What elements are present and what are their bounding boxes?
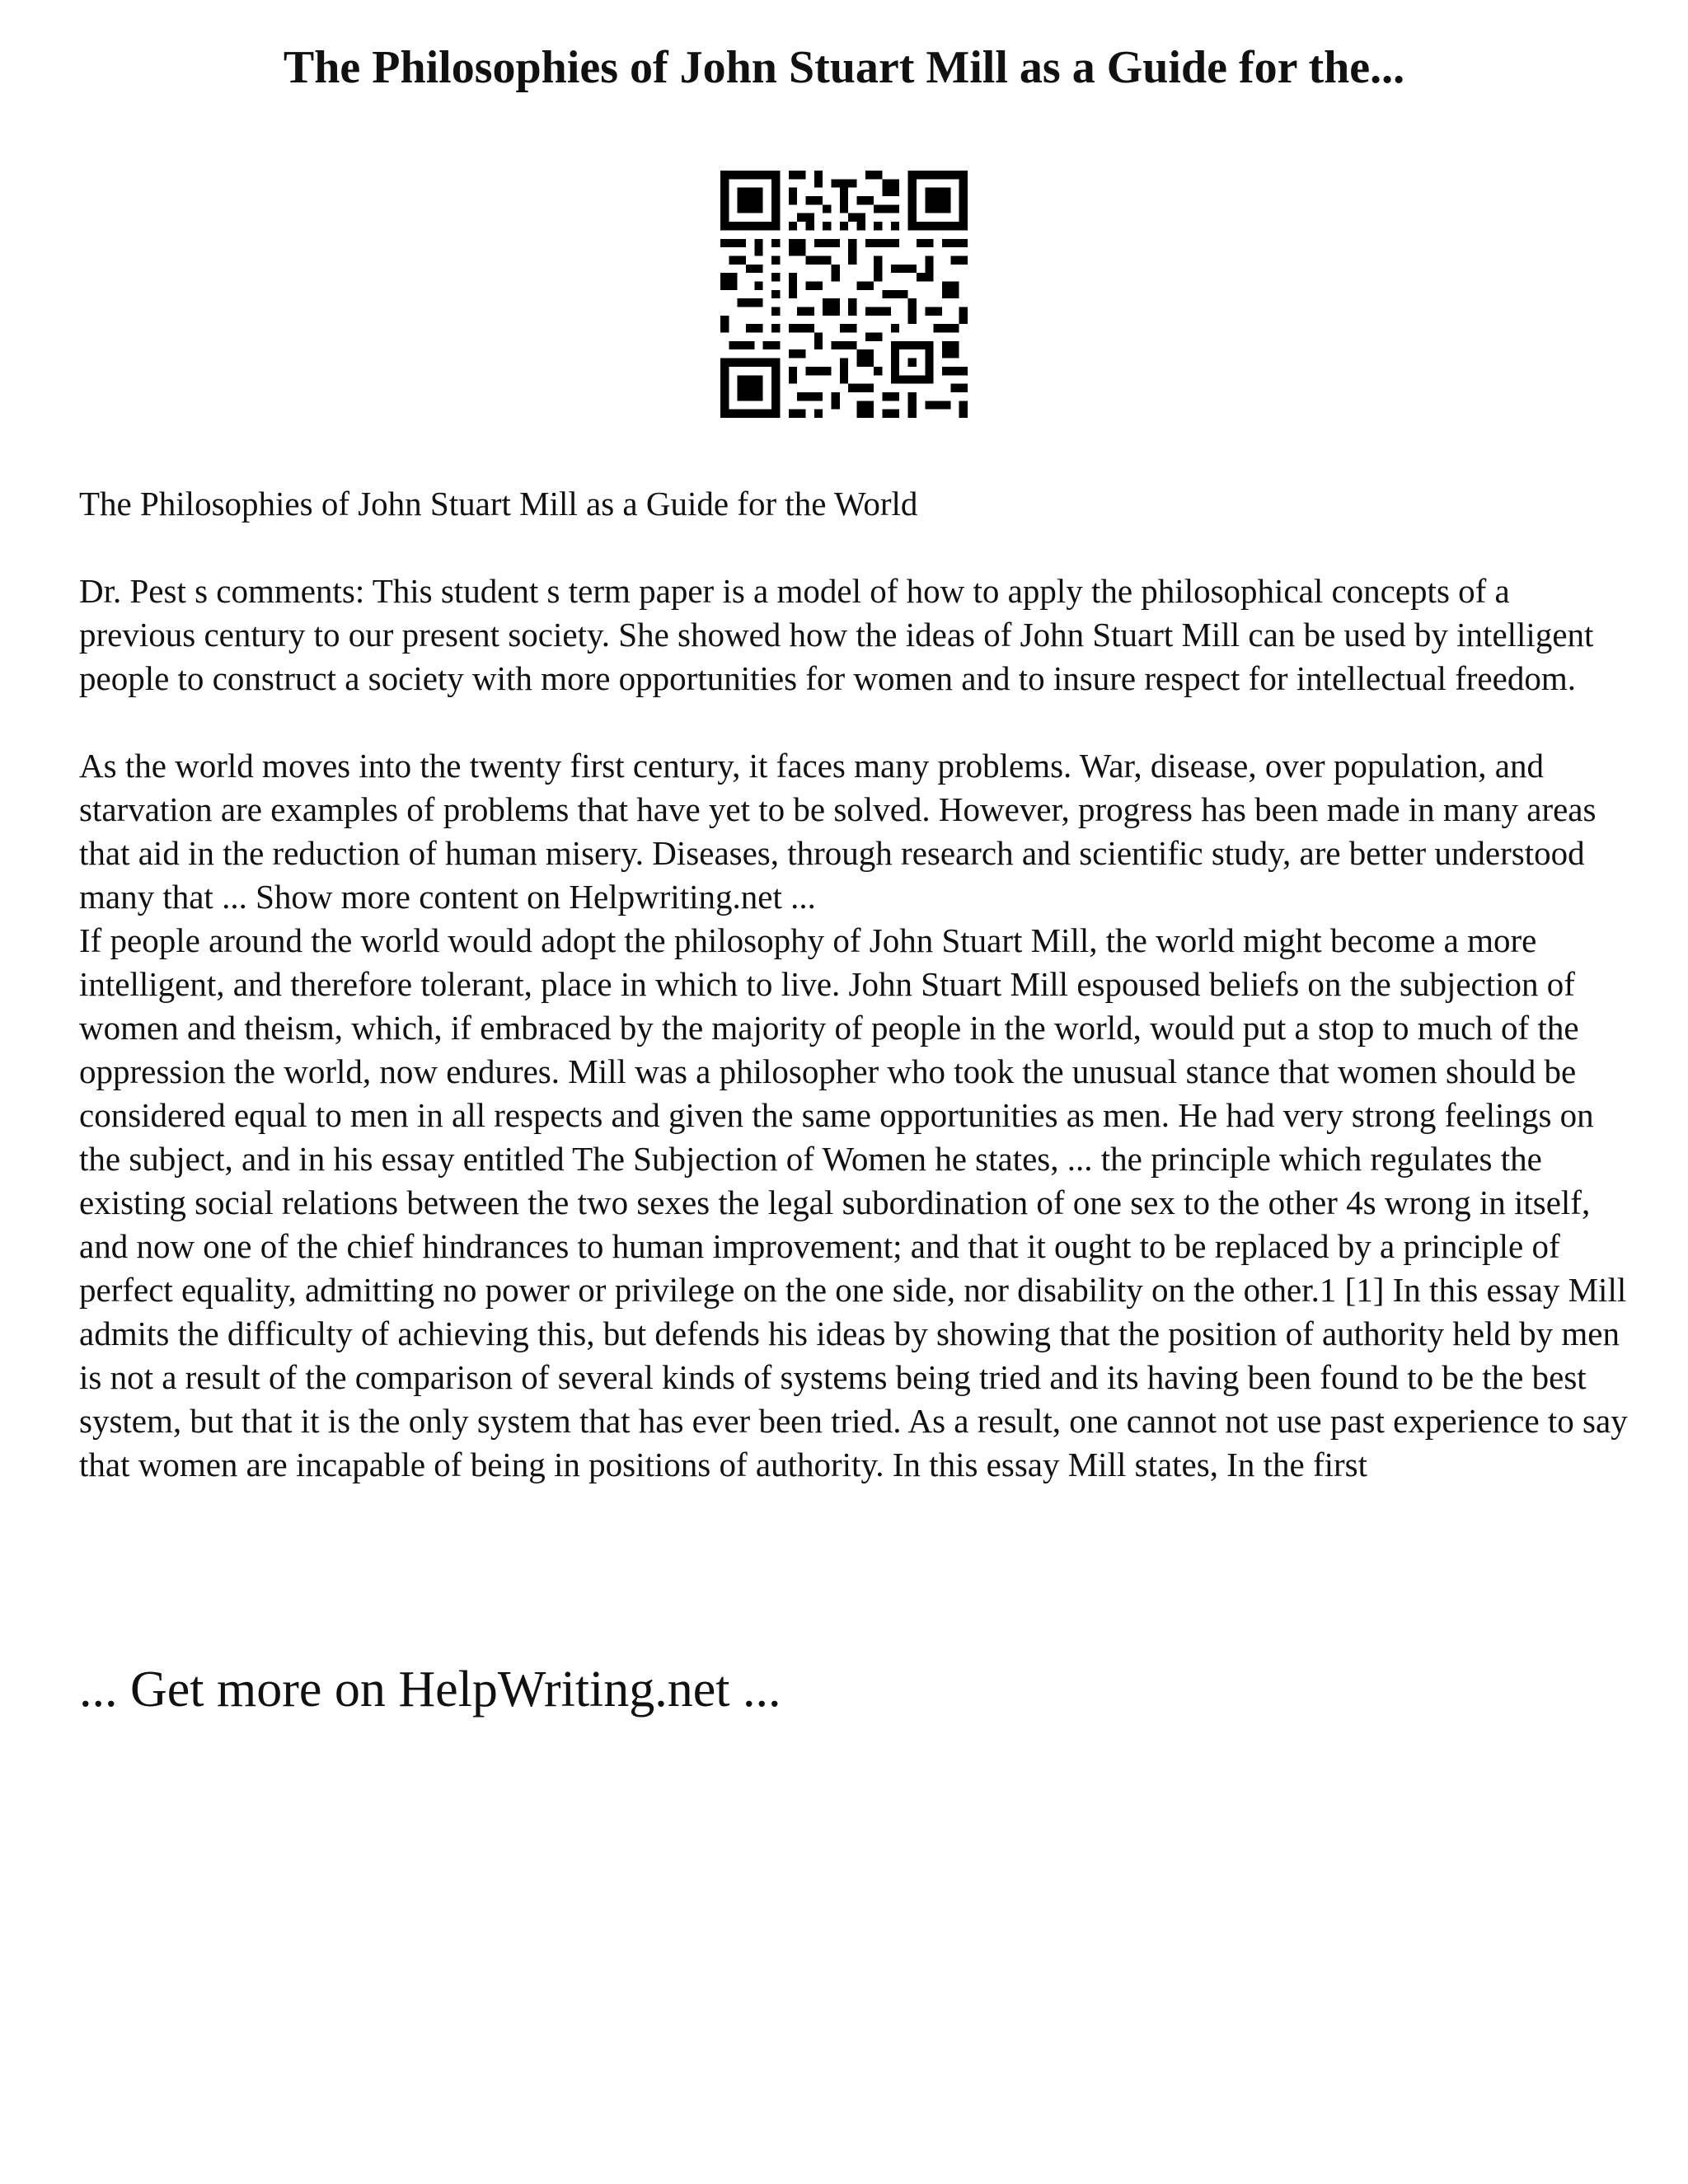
instructor-comments: Dr. Pest s comments: This student s term paper is a model of how to apply the philosophical concepts of a previous century to our present society. She showed how the ideas of John Stuart Mill can be used by intelligent people to construct a society with more opportunities for women and to insure respect for intellectual freedom. xyxy=(79,572,1594,697)
page-title: The Philosophies of John Stuart Mill as a Guide for the... xyxy=(283,42,1405,93)
intro-paragraph: As the world moves into the twenty first century, it faces many problems. War, disease, over population, and starvation are examples of problems that have yet to be solved. However, progress has been made in many areas that aid in the reduction of human misery. Diseases, through research and scientific study, are better understood many that ... Show more content on Helpwriting.net ... xyxy=(79,747,1597,916)
main-paragraph: If people around the world would adopt the philosophy of John Stuart Mill, the world might become a more intelligent, and therefore tolerant, place in which to live. John Stuart Mill espoused beliefs on the subjection of women and theism, which, if embraced by the majority of people in the world, would put a stop to much of the oppression the world, now endures. Mill was a philosopher who took the unusual stance that women should be considered equal to men in all respects and given the same opportunities as men. He had very strong feelings on the subject, and in his essay entitled The Subjection of Women he states, ... the principle which regulates the existing social relations between the two sexes the legal subordination of one sex to the other 4s wrong in itself, and now one of the chief hindrances to human improvement; and that it ought to be replaced by a principle of perfect equality, admitting no power or privilege on the one side, nor disability on the other.1 [1] In this essay Mill admits the difficulty of achieving this, but defends his ideas by showing that the position of authority held by men is not a result of the comparison of several kinds of systems being tried and its having been found to be the best system, but that it is the only system that has ever been tried. As a result, one cannot not use past experience to say that women are incapable of being in positions of authority. In this essay Mill states, In the first xyxy=(79,921,1628,1483)
document-body xyxy=(79,482,1629,1487)
qr-code[interactable] xyxy=(720,171,968,418)
document-subtitle: The Philosophies of John Stuart Mill as a Guide for the World xyxy=(79,485,918,523)
get-more-link[interactable]: ... Get more on HelpWriting.net ... xyxy=(79,1661,781,1718)
